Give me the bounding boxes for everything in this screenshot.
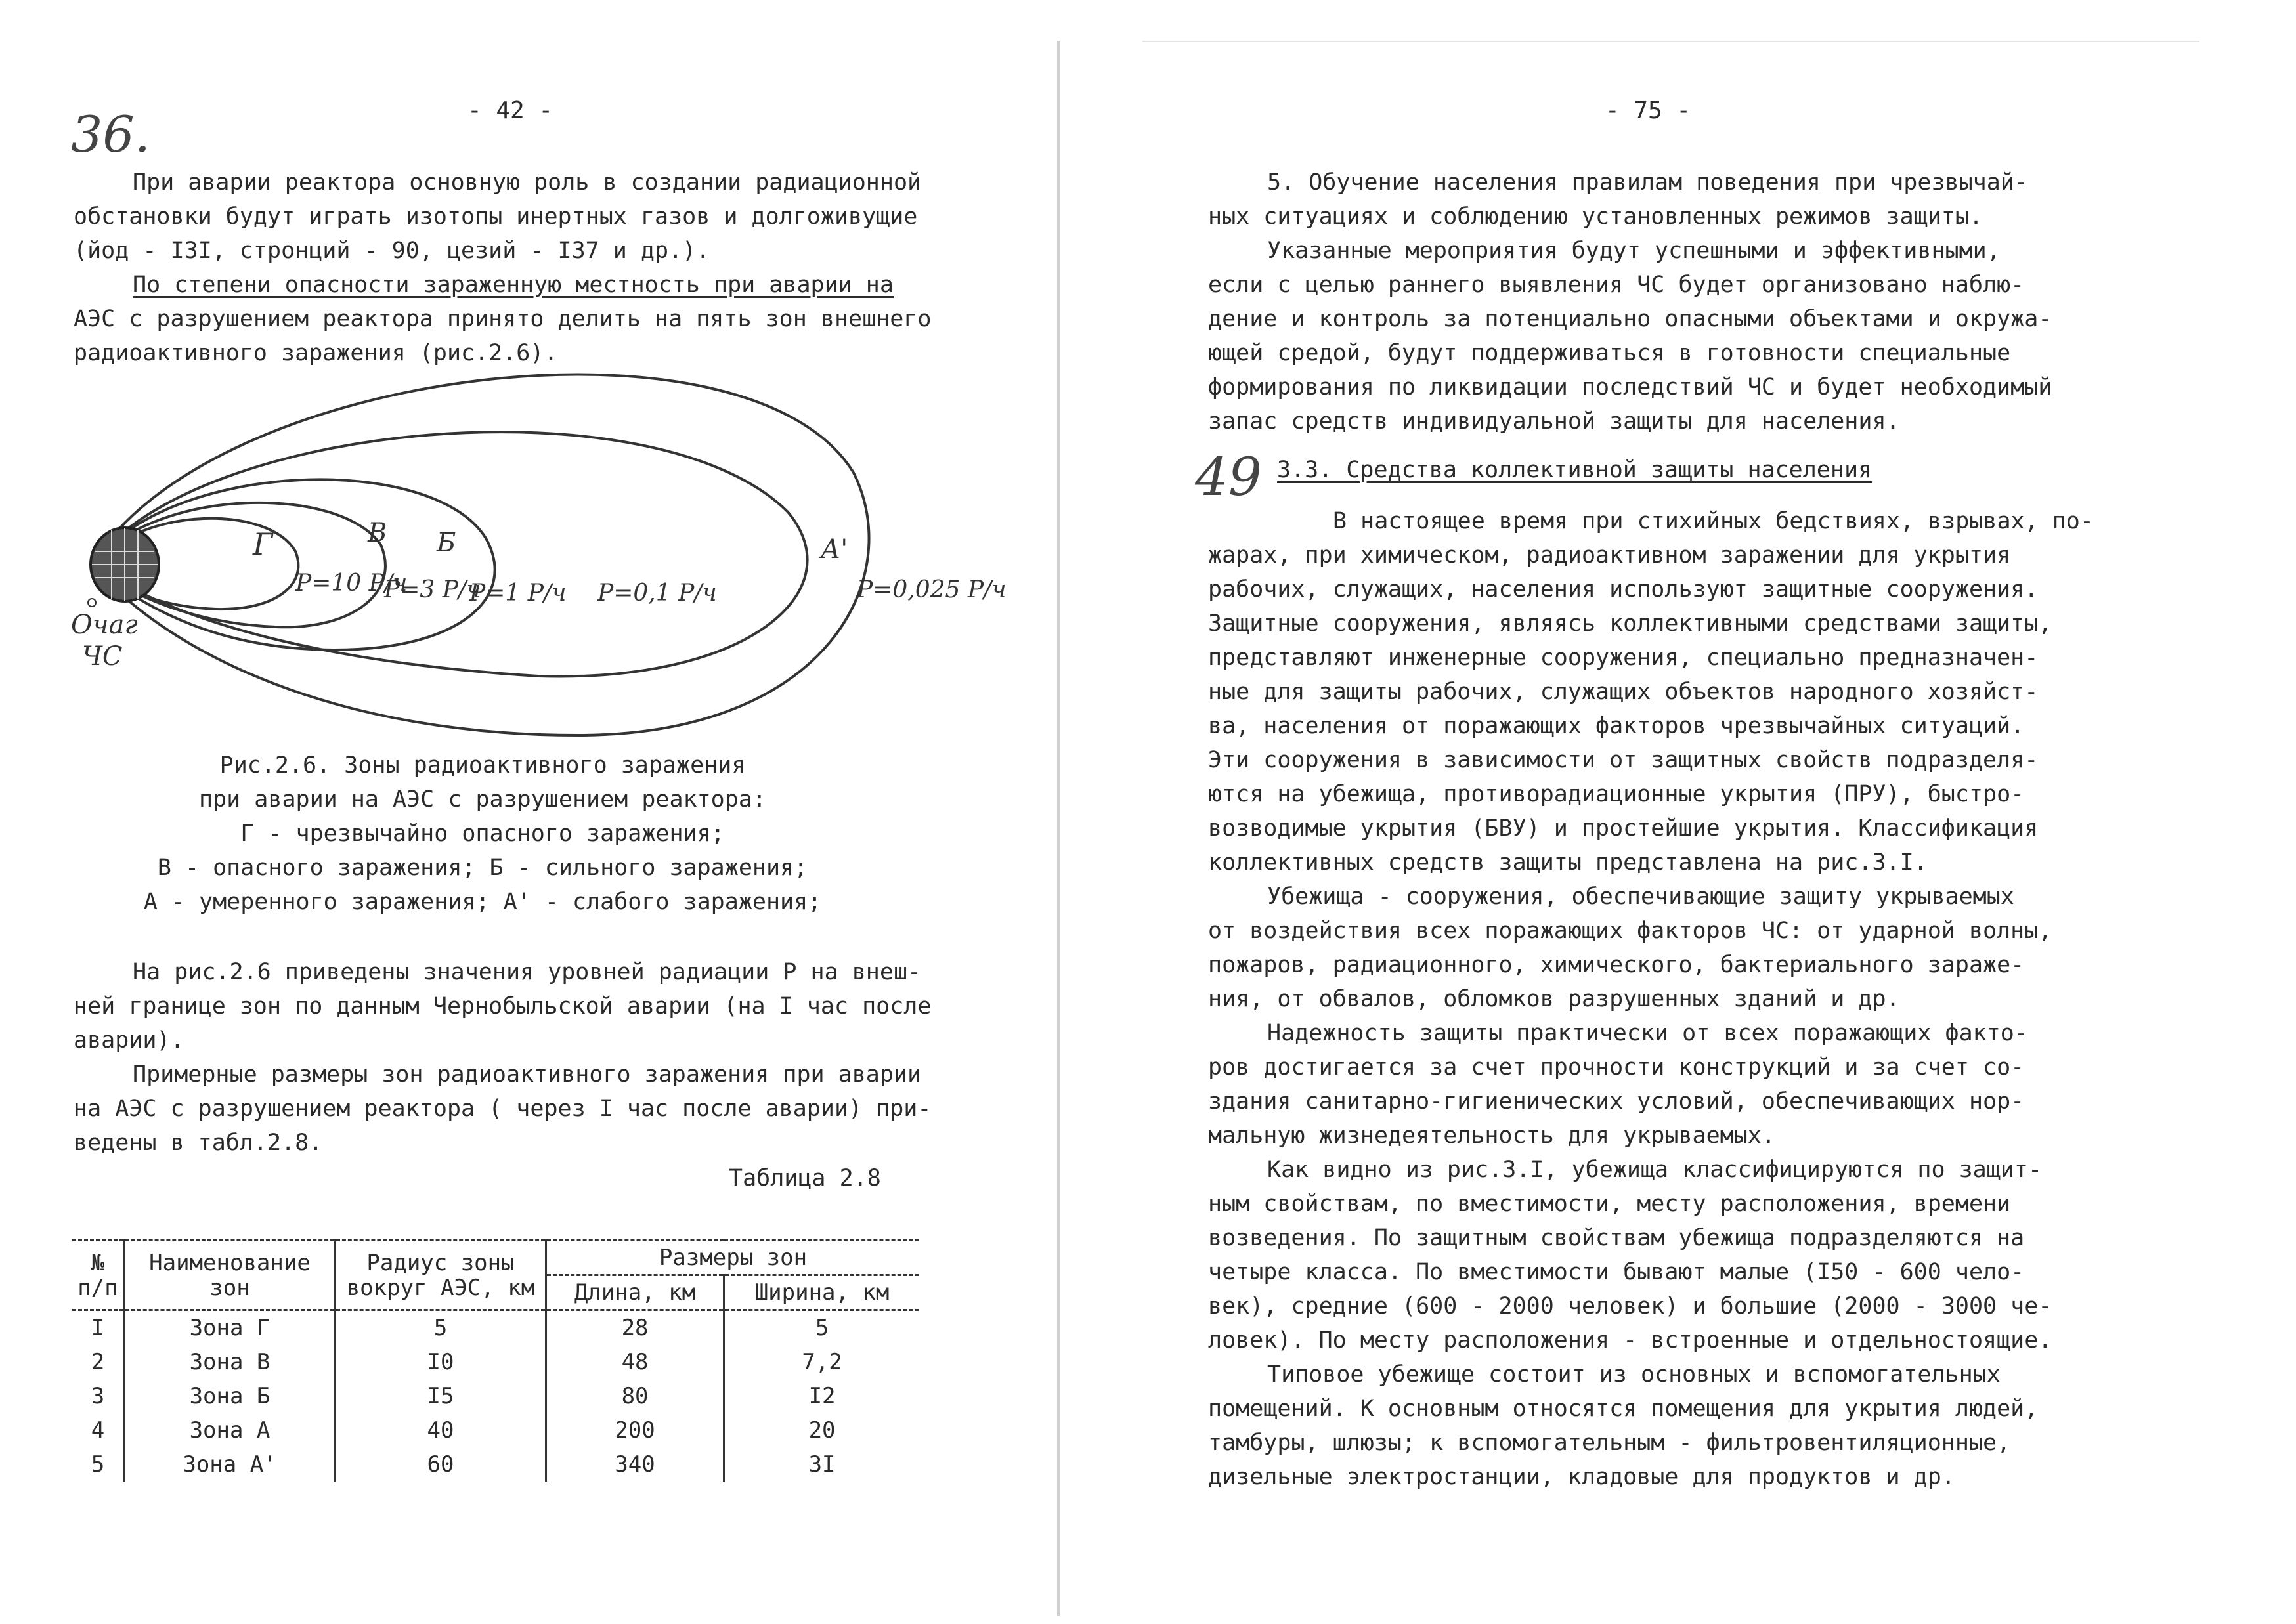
measures-paragraph <box>1208 165 2052 438</box>
text-line: на АЭС с разрушением реактора ( через I час после аварии) при- <box>74 1096 932 1122</box>
th-radius: Радиус зоны вокруг АЭС, км <box>336 1241 546 1310</box>
text-line: тамбуры, шлюзы; к вспомогательным - фильтровентиляционные, <box>1208 1430 2011 1456</box>
text-line: формирования по ликвидации последствий ЧС и будет необходимый <box>1208 374 2052 400</box>
text-line: При аварии реактора основную роль в создании радиационной <box>133 169 922 196</box>
text-line: ных ситуациях и соблюдению установленных режимов защиты. <box>1208 203 1983 230</box>
text-line: ются на убежища, противорадиационные укрытия (ПРУ), быстро- <box>1208 781 2025 807</box>
right-page <box>1142 0 2296 1624</box>
table-cell-radius: 5 <box>336 1310 546 1346</box>
zone-v-level: Р=3 Р/ч <box>384 576 481 603</box>
table-row <box>72 1310 919 1346</box>
text-line: 5. Обучение населения правилам поведения при чрезвычай- <box>1267 169 2028 196</box>
caption-line: Г - чрезвычайно опасного заражения; <box>240 821 725 847</box>
th-length: Длина, км <box>546 1275 724 1310</box>
table-cell-n: 4 <box>91 1417 105 1443</box>
text-line: век), средние (600 - 2000 человек) и большие (2000 - 3000 че- <box>1208 1293 2052 1319</box>
text-line: Указанные мероприятия будут успешными и эффективными, <box>1267 238 2001 264</box>
text-line: запас средств индивидуальной защиты для населения. <box>1208 408 1900 435</box>
text-line: ней границе зон по данным Чернобыльской аварии (на I час после <box>74 993 932 1019</box>
th-number: № п/п <box>72 1241 125 1310</box>
table-cell-name: Зона А <box>125 1413 336 1447</box>
text-line: коллективных средств защиты представлена на рис.3.I. <box>1208 849 1928 876</box>
page-number: - 75 - <box>1605 97 1691 124</box>
table-cell-name: Зона В <box>125 1345 336 1379</box>
table-cell-radius: 60 <box>336 1447 546 1482</box>
table-cell-length: 200 <box>546 1413 724 1447</box>
figure-caption <box>66 748 899 919</box>
zone-b-level: Р=1 Р/ч <box>469 580 567 607</box>
handwritten-page-number: 36. <box>71 105 150 163</box>
table-cell-n: 5 <box>91 1451 105 1478</box>
zone-v-letter: В <box>368 518 387 548</box>
zone-a1-letter: А' <box>821 534 848 565</box>
text-line: Надежность защиты практически от всех поражающих факто- <box>1267 1020 2028 1046</box>
zone-g-level: Р=10 Р/ч <box>295 570 408 597</box>
text-line: если с целью раннего выявления ЧС будет организовано наблю- <box>1208 272 2025 298</box>
text-line: жарах, при химическом, радиоактивном заражении для укрытия <box>1208 542 2011 568</box>
text-line: Убежища - сооружения, обеспечивающие защиту укрываемых <box>1267 884 2014 910</box>
text-line: Эти сооружения в зависимости от защитных свойств подразделя- <box>1208 747 2039 773</box>
text-line: пожаров, радиационного, химического, бактериального зараже- <box>1208 952 2025 978</box>
text-line: Примерные размеры зон радиоактивного заражения при аварии <box>133 1061 922 1088</box>
text-line: возведения. По защитным свойствам убежища подразделяются на <box>1208 1225 2025 1251</box>
table-cell-length: 340 <box>546 1447 724 1482</box>
text-line: Защитные сооружения, являясь коллективными средствами защиты, <box>1208 610 2052 637</box>
table-cell-n: I <box>91 1315 105 1341</box>
th-name: Наименование зон <box>125 1241 336 1310</box>
left-page <box>0 0 1142 1624</box>
table-row <box>72 1413 919 1447</box>
table-cell-name: Зона Г <box>125 1310 336 1346</box>
text-line: радиоактивного заражения (рис.2.6). <box>74 340 558 366</box>
text-line: здания санитарно-гигиенических условий, обеспечивающих нор- <box>1208 1088 2025 1115</box>
text-line: Как видно из рис.3.I, убежища классифицируются по защит- <box>1267 1157 2043 1183</box>
zone-b-letter: Б <box>437 528 456 558</box>
zone-a1-contour <box>92 375 869 735</box>
table-cell-width: 3I <box>724 1447 919 1482</box>
text-line: четыре класса. По вместимости бывают малые (I50 - 600 чело- <box>1208 1259 2025 1285</box>
table-cell-name: Зона А' <box>125 1447 336 1482</box>
text-line: рабочих, служащих, населения используют защитные сооружения. <box>1208 576 2039 603</box>
caption-line: при аварии на АЭС с разрушением реактора: <box>199 786 766 813</box>
table-cell-radius: I0 <box>336 1345 546 1379</box>
text-line: (йод - I3I, стронций - 90, цезий - I37 и др.). <box>74 238 710 264</box>
table-cell-width: 20 <box>724 1413 919 1447</box>
text-line: возводимые укрытия (БВУ) и простейшие укрытия. Классификация <box>1208 815 2039 842</box>
table-cell-width: 5 <box>724 1310 919 1346</box>
source-hatch <box>91 528 159 601</box>
table-cell-n: 3 <box>91 1383 105 1409</box>
text-line: помещений. К основным относятся помещения для укрытия людей, <box>1208 1396 2039 1422</box>
source-label: Очаг <box>71 610 138 640</box>
text-line: На рис.2.6 приведены значения уровней радиации Р на внеш- <box>133 959 922 985</box>
zones-table <box>72 1239 919 1482</box>
caption-line: В - опасного заражения; Б - сильного заражения; <box>157 855 808 881</box>
text-line: аварии). <box>74 1027 184 1054</box>
zone-a1-level: Р=0,025 Р/ч <box>857 576 1007 603</box>
text-line: В настоящее время при стихийных бедствиях, взрывах, по- <box>1333 508 2094 534</box>
table-cell-length: 80 <box>546 1379 724 1413</box>
th-width: Ширина, км <box>724 1275 919 1310</box>
shelters-text <box>1208 504 2094 1494</box>
zone-g-letter: Г <box>253 526 273 562</box>
text-line: ния, от обвалов, обломков разрушенных зданий и др. <box>1208 986 1900 1012</box>
text-line: мальную жизнедеятельность для укрываемых. <box>1208 1122 1775 1149</box>
table-cell-name: Зона Б <box>125 1379 336 1413</box>
text-line: дение и контроль за потенциально опасными объектами и окружа- <box>1208 306 2052 332</box>
text-line: ющей средой, будут поддерживаться в готовности специальные <box>1208 340 2011 366</box>
text-line: ловек). По месту расположения - встроенные и отдельностоящие. <box>1208 1327 2052 1354</box>
source-label: ЧС <box>82 641 123 672</box>
text-line: ведены в табл.2.8. <box>74 1130 323 1156</box>
page-number: - 42 - <box>467 97 553 124</box>
zone-a-level: Р=0,1 Р/ч <box>597 580 717 607</box>
table-row <box>72 1345 919 1379</box>
table-row <box>72 1379 919 1413</box>
section-title: 3.3. Средства коллективной защиты населения <box>1277 457 1873 483</box>
text-line: дизельные электростанции, кладовые для продуктов и др. <box>1208 1464 1955 1490</box>
handwritten-section-number: 49 <box>1195 446 1262 507</box>
text-line: представляют инженерные сооружения, специально предназначен- <box>1208 645 2039 671</box>
text-line: Типовое убежище состоит из основных и вспомогательных <box>1267 1361 2001 1388</box>
table-title: Таблица 2.8 <box>729 1165 881 1191</box>
text-line: ные для защиты рабочих, служащих объектов народного хозяйст- <box>1208 679 2039 705</box>
table-cell-radius: I5 <box>336 1379 546 1413</box>
table-cell-length: 48 <box>546 1345 724 1379</box>
text-line: обстановки будут играть изотопы инертных газов и долгоживущие <box>74 203 918 230</box>
text-line: от воздействия всех поражающих факторов ЧС: от ударной волны, <box>1208 918 2052 944</box>
table-cell-width: 7,2 <box>724 1345 919 1379</box>
text-line: ва, населения от поражающих факторов чрезвычайных ситуаций. <box>1208 713 2025 739</box>
caption-line: А - умеренного заражения; А' - слабого заражения; <box>143 889 822 915</box>
zone-diagram <box>0 0 1142 748</box>
table-cell-radius: 40 <box>336 1413 546 1447</box>
text-line: АЭС с разрушением реактора принято делить на пять зон внешнего <box>74 306 932 332</box>
table-cell-n: 2 <box>91 1349 105 1375</box>
table-cell-length: 28 <box>546 1310 724 1346</box>
source-point-icon <box>88 599 96 607</box>
text-line: По степени опасности зараженную местность при аварии на <box>133 272 894 298</box>
table-cell-width: I2 <box>724 1379 919 1413</box>
text-line: ным свойствам, по вместимости, месту расположения, времени <box>1208 1191 2011 1217</box>
th-sizes: Размеры зон <box>546 1241 920 1275</box>
table-row <box>72 1447 919 1482</box>
caption-line: Рис.2.6. Зоны радиоактивного заражения <box>219 752 746 779</box>
text-line: ров достигается за счет прочности конструкций и за счет со- <box>1208 1054 2025 1080</box>
body-paragraph <box>74 955 931 1160</box>
